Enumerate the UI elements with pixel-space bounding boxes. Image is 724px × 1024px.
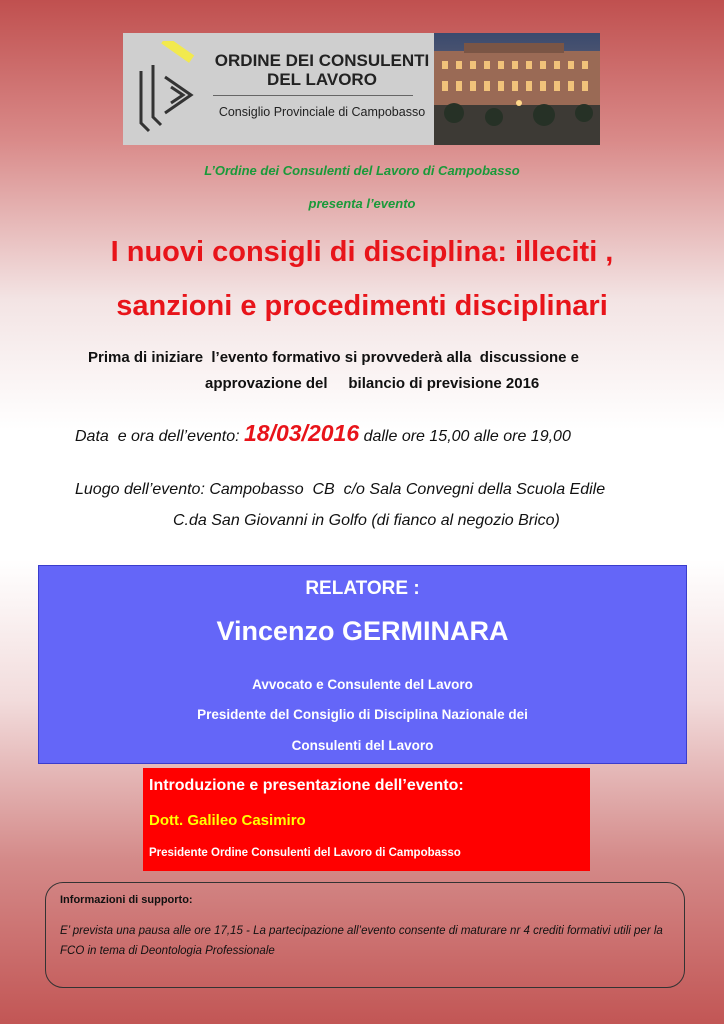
note-line-1: Prima di iniziare l’evento formativo si provvederà alla discussione e	[88, 349, 580, 366]
support-info-box	[45, 882, 685, 988]
note-line-2: approvazione del bilancio di previsione 2016	[205, 375, 540, 392]
org-name: ORDINE DEI CONSULENTI DEL LAVORO	[214, 51, 430, 89]
location-line-2: C.da San Giovanni in Golfo (di fianco al negozio Brico)	[173, 512, 560, 529]
speaker-role-3: Consulenti del Lavoro	[291, 738, 434, 753]
speaker-role-2: Presidente del Consiglio di Disciplina Nazionale dei	[197, 707, 528, 722]
intro-line-2: presenta l’evento	[308, 196, 416, 211]
introducer-role: Presidente Ordine Consulenti del Lavoro di Campobasso	[149, 847, 461, 859]
divider	[213, 95, 413, 96]
org-subtitle: Consiglio Provinciale di Campobasso	[218, 105, 426, 119]
introducer-name: Dott. Galileo Casimiro	[149, 812, 306, 829]
town-photo	[434, 33, 600, 145]
event-date-line	[75, 420, 571, 447]
date-suffix: dalle ore 15,00 alle ore 19,00	[359, 428, 571, 445]
org-logo	[131, 41, 201, 137]
event-date: 18/03/2016	[244, 420, 360, 446]
speaker-box	[38, 565, 687, 764]
speaker-label: RELATORE :	[305, 578, 420, 599]
support-info-title: Informazioni di supporto:	[60, 894, 193, 906]
location-line-1: Luogo dell’evento: Campobasso CB c/o Sala Convegni della Scuola Edile	[75, 481, 606, 498]
intro-line-1: L’Ordine dei Consulenti del Lavoro di Campobasso	[204, 163, 520, 178]
header-banner	[123, 33, 600, 145]
introduction-label: Introduzione e presentazione dell’evento:	[149, 777, 464, 794]
speaker-role-1: Avvocato e Consulente del Lavoro	[252, 677, 473, 692]
event-title-line-2: sanzioni e procedimenti disciplinari	[116, 290, 608, 322]
event-title-line-1: I nuovi consigli di disciplina: illeciti ,	[110, 236, 614, 268]
support-info-body: E’ prevista una pausa alle ore 17,15 - La partecipazione all’evento consente di maturare nr 4 crediti formativi utili per la FCO in tema di Deontologia Professionale	[60, 925, 663, 957]
speaker-name: Vincenzo GERMINARA	[216, 616, 509, 646]
date-prefix: Data e ora dell’evento:	[75, 428, 244, 445]
introduction-box	[143, 768, 590, 871]
